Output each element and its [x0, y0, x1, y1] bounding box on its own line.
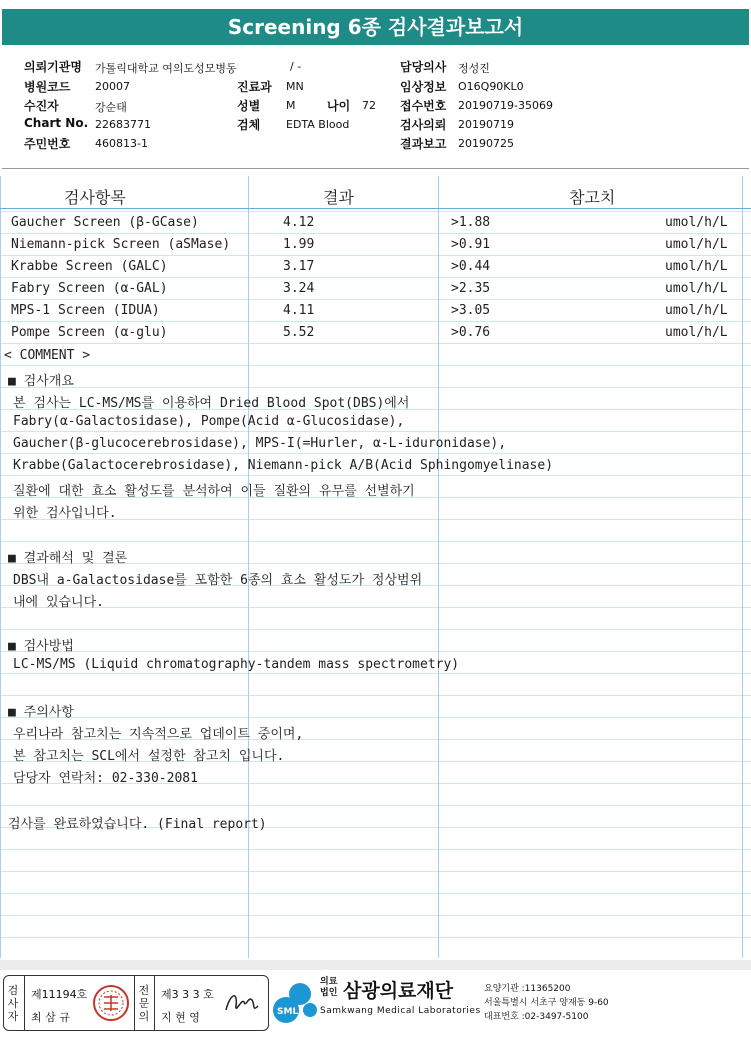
header-label: 주민번호: [24, 137, 71, 151]
reference-range: >0.76: [451, 325, 491, 340]
table-row: [0, 215, 751, 235]
reference-range: >2.35: [451, 281, 491, 296]
header-value: 460813-1: [95, 137, 148, 150]
specialist-license: 제3 3 3 호: [161, 988, 214, 1001]
section-heading: ■ 검사개요: [8, 374, 74, 389]
grid-line: [0, 805, 751, 806]
grid-line: [0, 211, 751, 212]
sml-logo-icon: [272, 978, 318, 1026]
header-value: 20190719: [458, 118, 514, 131]
col-header-result: 결과: [323, 188, 354, 207]
table-row: [0, 237, 751, 257]
comment-line: 우리나라 참고치는 지속적으로 업데이트 중이며,: [13, 727, 304, 742]
sml-logo-text: SML: [277, 1007, 299, 1017]
header-value: 가톨릭대학교 여의도성모병동: [95, 62, 237, 75]
header-label: Chart No.: [24, 116, 89, 130]
reference-unit: umol/h/L: [665, 303, 728, 318]
header-value: / -: [290, 60, 302, 73]
header-label: 담당의사: [400, 60, 447, 74]
specialist-label: 전 문 의: [138, 984, 150, 1023]
comment-line: LC-MS/MS (Liquid chromatography-tandem mass spectrometry): [13, 657, 460, 672]
examiner-seal: [92, 984, 130, 1022]
header-label: 진료과: [237, 80, 272, 94]
comment-line: 본 검사는 LC-MS/MS를 이용하여 Dried Blood Spot(DBS)에서: [13, 396, 410, 411]
test-name: Gaucher Screen (β-GCase): [11, 215, 199, 230]
header-value: MN: [286, 80, 304, 93]
col-header-reference: 참고치: [569, 188, 616, 207]
grid-line: [0, 937, 751, 938]
test-result: 3.24: [283, 281, 315, 296]
grid-line: [0, 871, 751, 872]
grid-line: [0, 849, 751, 850]
grid-line: [0, 651, 751, 652]
header-value: 72: [362, 99, 376, 112]
table-row: [0, 325, 751, 345]
header-value: EDTA Blood: [286, 118, 350, 131]
header-label: 나이: [327, 99, 351, 113]
header-label: 성별: [237, 99, 261, 113]
org-address: 서울특별시 서초구 양재동 9-60: [484, 998, 609, 1008]
test-name: Fabry Screen (α-GAL): [11, 281, 168, 296]
comment-line: Fabry(α-Galactosidase), Pompe(Acid α-Glucosidase),: [13, 414, 405, 429]
org-phone: 대표번호 :02-3497-5100: [484, 1012, 589, 1022]
header-label: 임상정보: [400, 80, 447, 94]
reference-unit: umol/h/L: [665, 215, 728, 230]
reference-range: >0.91: [451, 237, 491, 252]
examiner-name: 최 삼 규: [31, 1011, 70, 1024]
comment-line: 내에 있습니다.: [13, 595, 105, 610]
test-result: 4.12: [283, 215, 315, 230]
results-panel: [0, 176, 751, 958]
header-label: 병원코드: [24, 80, 71, 94]
comment-line: Gaucher(β-glucocerebrosidase), MPS-I(=Hurler, α-L-iduronidase),: [13, 436, 507, 451]
header-label: 검사의뢰: [400, 118, 447, 132]
section-heading: ■ 결과해석 및 결론: [8, 551, 128, 566]
header-value: 22683771: [95, 118, 151, 131]
comment-line: Krabbe(Galactocerebrosidase), Niemann-pick A/B(Acid Sphingomyelinase): [13, 458, 554, 473]
header-value: M: [286, 99, 296, 112]
test-result: 3.17: [283, 259, 315, 274]
comment-label: < COMMENT >: [4, 348, 91, 363]
header-divider: [2, 168, 749, 169]
grid-line: [0, 541, 751, 542]
grid-line: [0, 453, 751, 454]
header-value: 20007: [95, 80, 130, 93]
comment-line: 본 참고치는 SCL에서 설정한 참고치 입니다.: [13, 749, 285, 764]
test-result: 1.99: [283, 237, 315, 252]
test-name: MPS-1 Screen (IDUA): [11, 303, 160, 318]
grid-line: [0, 607, 751, 608]
org-name: 삼광의료재단: [343, 980, 454, 1002]
report-title: Screening 6종 검사결과보고서: [2, 9, 749, 45]
grid-line: [0, 915, 751, 916]
header-label: 접수번호: [400, 99, 447, 113]
header-label: 검체: [237, 118, 261, 132]
footer-divider: [0, 960, 751, 970]
header-value: O16Q90KL0: [458, 80, 524, 93]
grid-line: [0, 673, 751, 674]
comment-line: 담당자 연락처: 02-330-2081: [13, 771, 198, 786]
reference-unit: umol/h/L: [665, 281, 728, 296]
grid-line: [0, 475, 751, 476]
examiner-label: 검 사 자: [7, 984, 19, 1023]
reference-range: >3.05: [451, 303, 491, 318]
grid-line: [0, 431, 751, 432]
col-header-item: 검사항목: [64, 188, 126, 207]
reference-range: >0.44: [451, 259, 491, 274]
comment-line: DBS내 a-Galactosidase를 포함한 6종의 효소 활성도가 정상범위: [13, 573, 423, 588]
specialist-name: 지 현 영: [161, 1011, 200, 1024]
grid-line: [0, 893, 751, 894]
examiner-license: 제11194호: [31, 988, 88, 1001]
header-label: 결과보고: [400, 137, 447, 151]
grid-line: [0, 387, 751, 388]
section-heading: ■ 주의사항: [8, 705, 74, 720]
header-value: 20190719-35069: [458, 99, 553, 112]
header-underline: [0, 208, 751, 209]
final-report-note: 검사를 완료하였습니다. (Final report): [8, 817, 267, 832]
table-row: [0, 303, 751, 323]
reference-range: >1.88: [451, 215, 491, 230]
header-value: 20190725: [458, 137, 514, 150]
org-tag: 의료법인: [320, 977, 338, 998]
comment-line: 질환에 대한 효소 활성도를 분석하여 이들 질환의 유무를 선별하기: [13, 484, 415, 499]
reference-unit: umol/h/L: [665, 237, 728, 252]
signature-box: [3, 975, 269, 1031]
table-row: [0, 281, 751, 301]
section-heading: ■ 검사방법: [8, 639, 74, 654]
test-result: 5.52: [283, 325, 315, 340]
header-value: 강순태: [95, 101, 127, 114]
test-name: Krabbe Screen (GALC): [11, 259, 168, 274]
grid-line: [0, 695, 751, 696]
specialist-signature: [222, 984, 262, 1020]
reference-unit: umol/h/L: [665, 325, 728, 340]
reference-unit: umol/h/L: [665, 259, 728, 274]
grid-line: [0, 717, 751, 718]
org-english-name: Samkwang Medical Laboratories: [320, 1006, 481, 1016]
grid-line: [0, 629, 751, 630]
grid-line: [0, 365, 751, 366]
test-name: Pompe Screen (α-glu): [11, 325, 168, 340]
header-label: 의뢰기관명: [24, 60, 82, 74]
table-row: [0, 259, 751, 279]
institution-code: 요양기관 :11365200: [484, 984, 571, 994]
comment-line: 위한 검사입니다.: [13, 506, 117, 521]
test-name: Niemann-pick Screen (aSMase): [11, 237, 231, 252]
header-value: 정성진: [458, 62, 490, 75]
test-result: 4.11: [283, 303, 315, 318]
header-label: 수진자: [24, 99, 59, 113]
